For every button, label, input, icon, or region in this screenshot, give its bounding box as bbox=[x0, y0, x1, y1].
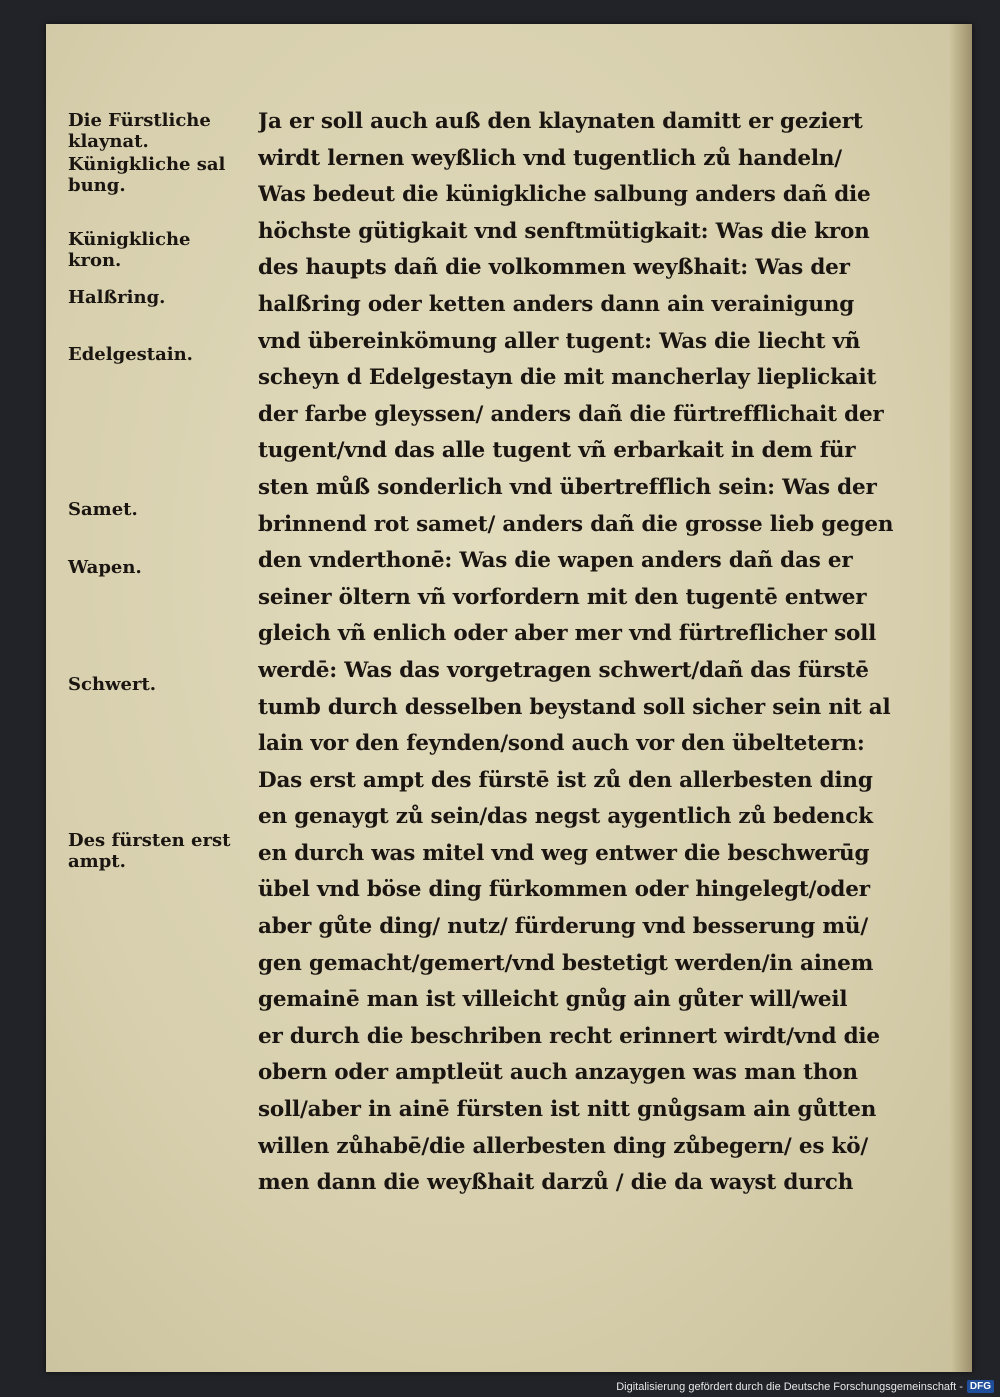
text-line: en durch was mitel vnd weg entwer die beschwerūg bbox=[258, 840, 870, 866]
marginal-note-line: Künigkliche bbox=[68, 229, 191, 250]
bleed-through bbox=[68, 384, 228, 444]
text-line: übel vnd böse ding fürkommen oder hingelegt/oder bbox=[258, 877, 870, 903]
marginal-note bbox=[68, 830, 230, 872]
dfg-logo: DFG bbox=[967, 1380, 994, 1393]
text-line: halßring oder ketten anders dann ain verainigung bbox=[258, 291, 855, 317]
text-line: vnd übereinkömung aller tugent: Was die liecht vñ bbox=[258, 328, 861, 354]
text-line: gleich vñ enlich oder aber mer vnd fürtreflicher soll bbox=[258, 621, 877, 647]
text-line: Das erst ampt des fürstē ist zů den allerbesten ding bbox=[258, 767, 873, 793]
text-line: lain vor den feynden/sond auch vor den übeltetern: bbox=[258, 731, 865, 757]
text-line: gemainē man ist villeicht gnůg ain gůter will/weil bbox=[258, 987, 848, 1013]
marginal-note-line: Edelgestain. bbox=[68, 344, 193, 365]
marginal-note-line: klaynat. bbox=[68, 131, 149, 152]
marginal-note-line: Die Fürstliche bbox=[68, 110, 211, 131]
text-line: den vnderthonē: Was die wapen anders dañ das er bbox=[258, 548, 853, 574]
marginal-note-line: bung. bbox=[68, 175, 126, 196]
text-line: scheyn d Edelgestayn die mit mancherlay lieplickait bbox=[258, 365, 877, 391]
text-line: seiner öltern vñ vorfordern mit den tugentē entwer bbox=[258, 584, 867, 610]
marginal-note-line: ampt. bbox=[68, 851, 126, 872]
footer-text: Digitalisierung gefördert durch die Deutsche Forschungsgemeinschaft - bbox=[616, 1380, 963, 1393]
text-line: aber gůte ding/ nutz/ fürderung vnd besserung mü/ bbox=[258, 914, 868, 940]
text-line: wirdt lernen weyßlich vnd tugentlich zů handeln/ bbox=[258, 145, 842, 171]
marginal-note-line: Des fürsten erst bbox=[68, 830, 231, 851]
text-line: der farbe gleyssen/ anders dañ die fürtrefflichait der bbox=[258, 401, 884, 427]
marginal-note bbox=[68, 287, 165, 308]
marginal-note bbox=[68, 557, 142, 578]
marginal-note-line: Schwert. bbox=[68, 674, 157, 695]
book-page bbox=[46, 24, 972, 1372]
text-line: willen zůhabē/die allerbesten ding zůbegern/ es kö/ bbox=[258, 1133, 869, 1159]
text-line: er durch die beschriben recht erinnert wirdt/vnd die bbox=[258, 1023, 880, 1049]
page-spine-shadow bbox=[950, 24, 972, 1372]
text-line: des haupts dañ die volkommen weyßhait: Was der bbox=[258, 255, 850, 281]
marginal-note-line: Samet. bbox=[68, 499, 138, 520]
main-text-block bbox=[258, 104, 938, 1202]
marginal-note-line: Künigkliche sal bbox=[68, 154, 226, 175]
text-line: tumb durch desselben beystand soll sicher sein nit al bbox=[258, 694, 891, 720]
marginal-note bbox=[68, 344, 193, 365]
footer-credit bbox=[616, 1380, 994, 1393]
text-line: gen gemacht/gemert/vnd bestetigt werden/in ainem bbox=[258, 950, 874, 976]
text-line: brinnend rot samet/ anders dañ die grosse lieb gegen bbox=[258, 511, 894, 537]
marginal-note-line: Wapen. bbox=[68, 557, 142, 578]
text-line: höchste gütigkait vnd senftmütigkait: Was die kron bbox=[258, 218, 870, 244]
text-line: obern oder amptleüt auch anzaygen was man thon bbox=[258, 1060, 858, 1086]
text-line: Ja er soll auch auß den klaynaten damitt er geziert bbox=[258, 109, 863, 134]
marginal-note bbox=[68, 154, 225, 196]
text-line: sten můß sonderlich vnd übertrefflich sein: Was der bbox=[258, 474, 877, 500]
text-line: tugent/vnd das alle tugent vñ erbarkait in dem für bbox=[258, 438, 856, 464]
text-line: werdē: Was das vorgetragen schwert/dañ das fürstē bbox=[258, 657, 869, 683]
marginal-note bbox=[68, 674, 156, 695]
marginal-note bbox=[68, 110, 211, 152]
text-line: en genaygt zů sein/das negst aygentlich zů bedenck bbox=[258, 804, 873, 830]
marginal-note bbox=[68, 229, 191, 271]
marginal-note-line: Halßring. bbox=[68, 287, 166, 308]
text-line: Was bedeut die künigkliche salbung anders dañ die bbox=[258, 182, 871, 208]
text-line: soll/aber in ainē fürsten ist nitt gnůgsam ain gůtten bbox=[258, 1097, 877, 1123]
text-line: men dann die weyßhait darzů / die da wayst durch bbox=[258, 1170, 854, 1196]
marginal-note bbox=[68, 499, 138, 520]
marginal-note-line: kron. bbox=[68, 250, 122, 271]
